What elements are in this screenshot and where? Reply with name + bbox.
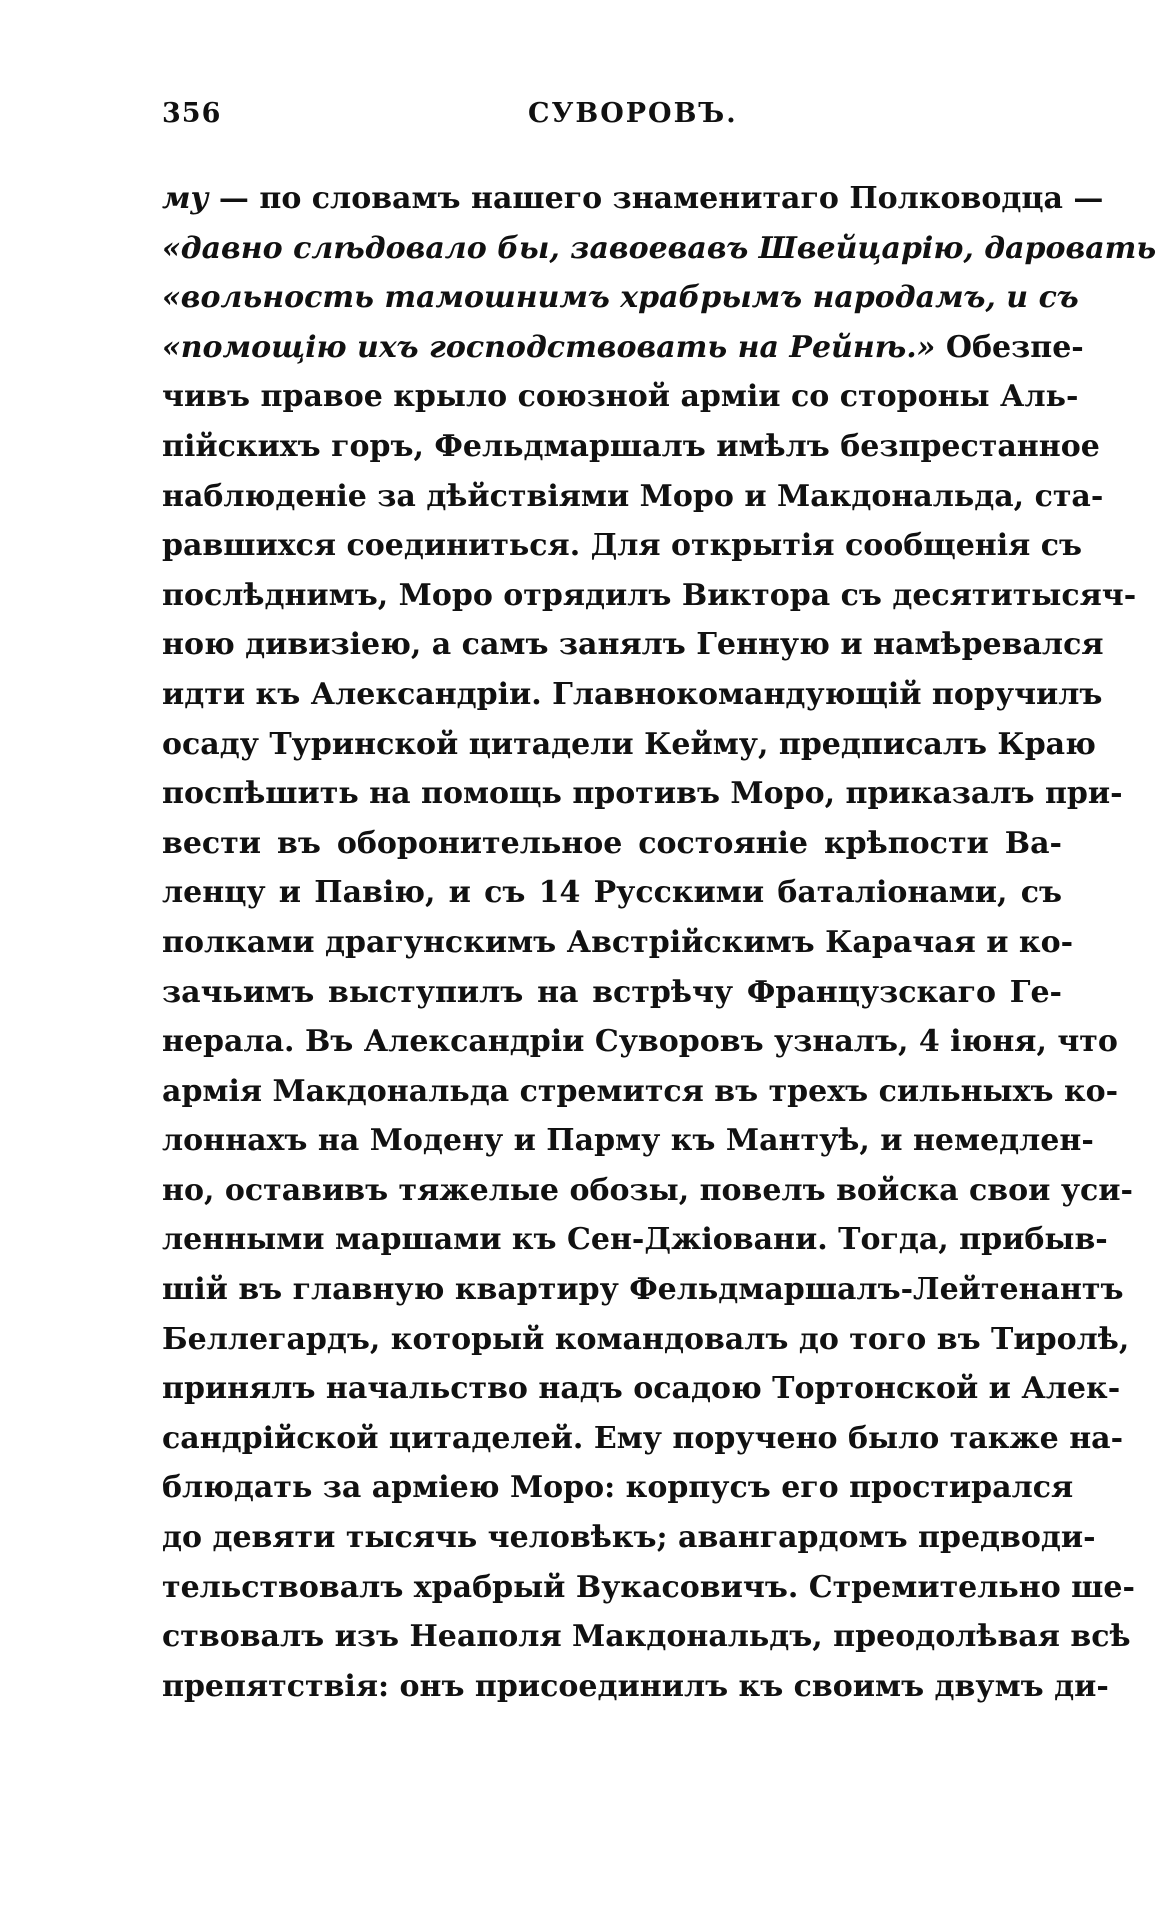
text-line xyxy=(162,1563,1135,1613)
text-line xyxy=(162,472,1104,522)
text-line xyxy=(162,1463,1074,1513)
text-line-roman: Беллегардъ, который командовалъ до того въ Тиролѣ, xyxy=(162,1321,1130,1357)
text-line-roman: — по словамъ нашего знаменитаго Полководца — xyxy=(208,181,1104,216)
text-line-italic: «вольность тамошнимъ храбрымъ народамъ, и съ xyxy=(162,280,1079,316)
page-number: 356 xyxy=(162,98,222,129)
text-line xyxy=(162,1662,1109,1712)
text-line-roman: тельствовалъ храбрый Вукасовичъ. Стремительно ше- xyxy=(162,1569,1135,1605)
text-line xyxy=(162,273,1079,323)
text-line xyxy=(162,620,1104,670)
running-title: СУВОРОВЪ. xyxy=(528,98,738,129)
text-line xyxy=(162,918,1074,968)
text-line-roman: послѣднимъ, Моро отрядилъ Виктора съ десятитысяч- xyxy=(162,577,1137,613)
text-line xyxy=(162,1513,1096,1563)
text-line xyxy=(162,521,1083,571)
text-line xyxy=(162,323,1084,373)
text-line xyxy=(162,1215,1108,1265)
text-line-roman: до девяти тысячь человѣкъ; авангардомъ предводи- xyxy=(162,1520,1096,1556)
text-line-roman: равшихся соединиться. Для открытія сообщенія съ xyxy=(162,528,1083,564)
text-line-roman: шій въ главную квартиру Фельдмаршалъ-Лейтенантъ xyxy=(162,1272,1124,1308)
text-line xyxy=(162,1414,1124,1464)
text-line xyxy=(162,224,1156,274)
text-line xyxy=(162,1612,1131,1662)
text-line xyxy=(162,422,1100,472)
text-line xyxy=(162,1116,1094,1166)
text-line xyxy=(162,1364,1121,1414)
body-text xyxy=(162,174,1156,1711)
text-line xyxy=(162,670,1103,720)
text-line xyxy=(162,819,1062,869)
text-line-roman: вести въ оборонительное состояніе крѣпости Ва- xyxy=(162,825,1062,861)
text-line-roman: но, оставивъ тяжелые обозы, повелъ войска свои уси- xyxy=(162,1172,1134,1208)
text-line xyxy=(162,372,1079,422)
text-line xyxy=(162,769,1123,819)
text-line-roman: наблюденіе за дѣйствіями Моро и Макдональда, ста- xyxy=(162,478,1104,514)
text-line-roman: чивъ правое крыло союзной арміи со стороны Аль- xyxy=(162,379,1079,415)
text-line-roman: блюдать за арміею Моро: корпусъ его простирался xyxy=(162,1470,1074,1506)
text-line-roman: идти къ Александріи. Главнокомандующій поручилъ xyxy=(162,676,1103,712)
text-line xyxy=(162,571,1137,621)
text-line xyxy=(162,868,1062,918)
text-line-roman: пійскихъ горъ, Фельдмаршалъ имѣлъ безпрестанное xyxy=(162,428,1100,464)
text-line-roman: Обезпе- xyxy=(935,329,1084,365)
text-line-roman: ною дивизіею, а самъ занялъ Генную и намѣревался xyxy=(162,627,1104,663)
text-line-roman: осаду Туринской цитадели Кейму, предписалъ Краю xyxy=(162,726,1096,762)
text-line xyxy=(162,1017,1118,1067)
text-line xyxy=(162,1265,1124,1315)
text-line xyxy=(162,1067,1119,1117)
text-line xyxy=(162,968,1062,1018)
text-line-italic: «давно слѣдовало бы, завоевавъ Швейцарію, даровать xyxy=(162,230,1156,266)
text-line-roman: нерала. Въ Александріи Суворовъ узналъ, 4 іюня, что xyxy=(162,1024,1118,1060)
text-line-roman: зачьимъ выступилъ на встрѣчу Французскаго Ге- xyxy=(162,974,1062,1010)
text-line-roman: армія Макдональда стремится въ трехъ сильныхъ ко- xyxy=(162,1073,1119,1109)
text-line-italic: му xyxy=(162,181,209,216)
text-line-roman: препятствія: онъ присоединилъ къ своимъ двумъ ди- xyxy=(162,1668,1109,1704)
text-line-roman: поспѣшить на помощь противъ Моро, приказалъ при- xyxy=(162,776,1123,812)
text-line-roman: сандрійской цитаделей. Ему поручено было также на- xyxy=(162,1420,1124,1456)
text-line-roman: ленными маршами къ Сен-Джіовани. Тогда, прибыв- xyxy=(162,1222,1108,1258)
text-line-italic: «помощію ихъ господствовать на Рейнѣ.» xyxy=(162,329,936,365)
text-line xyxy=(162,1315,1130,1365)
text-line-roman: лоннахъ на Модену и Парму къ Мантуѣ, и немедлен- xyxy=(162,1123,1094,1159)
text-line-roman: принялъ начальство надъ осадою Тортонской и Алек- xyxy=(162,1371,1121,1407)
text-line xyxy=(162,720,1096,770)
text-line-roman: полками драгунскимъ Австрійскимъ Карачая и ко- xyxy=(162,924,1074,960)
text-line xyxy=(162,1166,1134,1216)
page-header xyxy=(162,98,1062,138)
text-line-roman: ленцу и Павію, и съ 14 Русскими баталіонами, съ xyxy=(162,875,1062,911)
text-line xyxy=(162,174,1104,224)
text-line-roman: ствовалъ изъ Неаполя Макдональдъ, преодолѣвая всѣ xyxy=(162,1619,1131,1655)
